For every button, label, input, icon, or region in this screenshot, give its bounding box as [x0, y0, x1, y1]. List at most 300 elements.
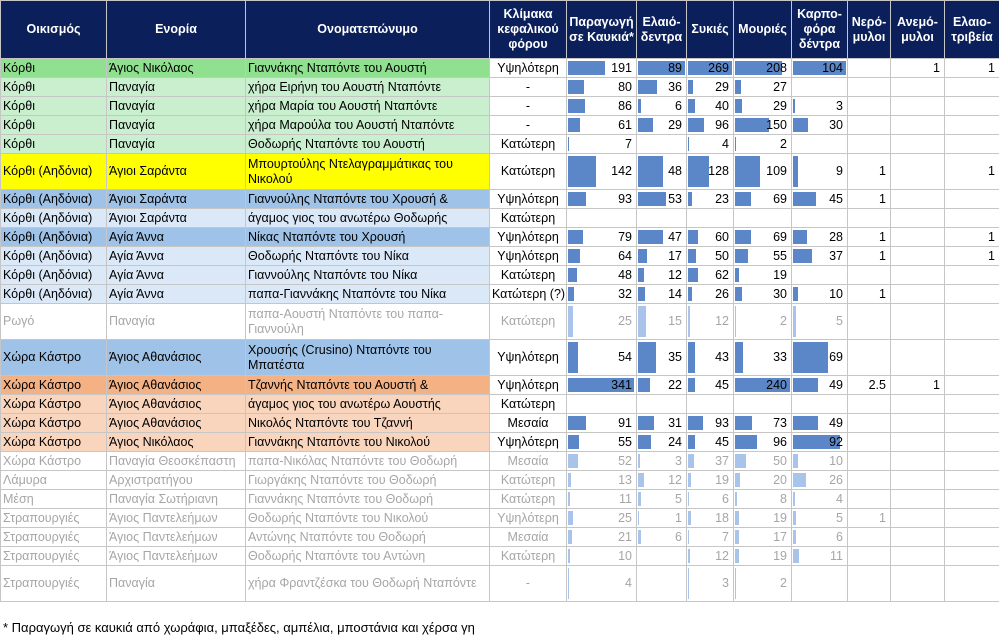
cell-olive-trees [637, 116, 687, 135]
cell-watermills [848, 414, 891, 433]
data-bar [688, 230, 698, 244]
cell-windmills [891, 154, 945, 190]
cell-watermills [848, 340, 891, 376]
cell-windmills [891, 547, 945, 566]
cell-production [567, 452, 637, 471]
data-bar [688, 156, 709, 187]
cell-fig-trees [687, 97, 734, 116]
cell-tax-scale: - [490, 116, 567, 135]
cell-mulberry-trees [734, 566, 792, 602]
cell-settlement: Λάμυρα [1, 471, 107, 490]
cell-watermills [848, 266, 891, 285]
cell-value: 1 [988, 164, 995, 178]
data-bar [793, 192, 816, 206]
cell-fruit-trees [792, 209, 848, 228]
data-bar [638, 192, 666, 206]
data-bar [638, 378, 650, 392]
cell-parish: Άγιος Αθανάσιος [107, 414, 246, 433]
table-row [1, 78, 999, 97]
cell-value: 6 [675, 98, 682, 113]
cell-fruit-trees [792, 228, 848, 247]
cell-olive-presses [945, 209, 999, 228]
cell-parish: Παναγία [107, 304, 246, 340]
cell-watermills [848, 59, 891, 78]
table-row [1, 340, 999, 376]
cell-name: Θοδωρής Νταπόντε του Νικολού [246, 509, 490, 528]
cell-tax-scale: Υψηλότερη [490, 376, 567, 395]
cell-value: 64 [618, 248, 632, 263]
cell-value: 1 [879, 164, 886, 178]
data-bar [638, 435, 651, 449]
table-row [1, 154, 999, 190]
data-bar [638, 416, 654, 430]
cell-production [567, 116, 637, 135]
cell-windmills [891, 433, 945, 452]
cell-fig-trees [687, 285, 734, 304]
cell-value: 35 [668, 350, 682, 364]
data-bar [688, 492, 689, 506]
cell-olive-presses [945, 247, 999, 266]
cell-settlement: Χώρα Κάστρο [1, 452, 107, 471]
cell-mulberry-trees [734, 116, 792, 135]
cell-tax-scale: Κατώτερη [490, 135, 567, 154]
cell-fig-trees [687, 78, 734, 97]
data-bar [568, 80, 584, 94]
data-bar [688, 99, 695, 113]
cell-windmills [891, 376, 945, 395]
cell-settlement: Κόρθι [1, 59, 107, 78]
cell-value: 60 [715, 229, 729, 244]
cell-value: 6 [836, 529, 843, 544]
cell-fruit-trees [792, 490, 848, 509]
cell-tax-scale: Κατώτερη [490, 547, 567, 566]
cell-tax-scale: Μεσαία [490, 452, 567, 471]
cell-name: χήρα Μαρούλα του Αουστή Νταπόντε [246, 116, 490, 135]
cell-olive-presses [945, 547, 999, 566]
cell-fruit-trees [792, 340, 848, 376]
cell-value: 150 [766, 117, 787, 132]
data-bar [735, 156, 760, 187]
cell-tax-scale: Υψηλότερη [490, 247, 567, 266]
cell-olive-presses [945, 340, 999, 376]
cell-value: 4 [836, 491, 843, 506]
table-row [1, 135, 999, 154]
cell-windmills [891, 209, 945, 228]
cell-name: Γιαννούλης Νταπόντε του Χρουσή & [246, 190, 490, 209]
cell-value: 12 [715, 314, 729, 328]
cell-olive-trees [637, 490, 687, 509]
table-row [1, 228, 999, 247]
cell-name: Χρουσής (Crusino) Νταπόντε του Μπατέστα [246, 340, 490, 376]
cell-production [567, 285, 637, 304]
cell-watermills [848, 471, 891, 490]
data-bar [688, 435, 695, 449]
cell-parish: Άγιος Παντελεήμων [107, 509, 246, 528]
cell-value: 341 [611, 377, 632, 392]
cell-settlement: Κόρθι [1, 116, 107, 135]
cell-parish: Αγία Άννα [107, 228, 246, 247]
cell-settlement: Στραπουργιές [1, 528, 107, 547]
cell-value: 33 [773, 350, 787, 364]
cell-mulberry-trees [734, 59, 792, 78]
cell-tax-scale: Κατώτερη [490, 154, 567, 190]
cell-value: 29 [715, 79, 729, 94]
cell-value: 1 [933, 377, 940, 392]
cell-value: 1 [879, 191, 886, 206]
data-bar [638, 492, 641, 506]
cell-olive-trees [637, 433, 687, 452]
cell-name: Γιαννούλης Νταπόντε του Νίκα [246, 266, 490, 285]
cell-production [567, 59, 637, 78]
cell-value: 5 [836, 510, 843, 525]
data-bar [638, 473, 644, 487]
cell-windmills [891, 566, 945, 602]
cell-olive-trees [637, 304, 687, 340]
cell-value: 1 [988, 60, 995, 75]
cell-name: παπα-Νικόλας Νταπόντε του Θοδωρή [246, 452, 490, 471]
cell-production [567, 304, 637, 340]
cell-value: 11 [830, 548, 843, 563]
data-bar [735, 416, 752, 430]
cell-watermills [848, 433, 891, 452]
cell-production [567, 340, 637, 376]
data-bar [735, 268, 739, 282]
cell-olive-trees [637, 228, 687, 247]
cell-olive-trees [637, 266, 687, 285]
data-bar [638, 249, 647, 263]
cell-value: 79 [618, 229, 632, 244]
cell-name: άγαμος γιος του ανωτέρω Θοδωρής [246, 209, 490, 228]
cell-olive-trees [637, 566, 687, 602]
cell-production [567, 154, 637, 190]
cell-parish: Άγιος Παντελεήμων [107, 547, 246, 566]
cell-production [567, 78, 637, 97]
data-bar [688, 268, 698, 282]
data-bar [638, 268, 644, 282]
cell-value: 1 [879, 510, 886, 525]
data-bar [568, 268, 577, 282]
cell-watermills [848, 97, 891, 116]
cell-value: 69 [773, 229, 787, 244]
cell-fruit-trees [792, 266, 848, 285]
cell-tax-scale: Κατώτερη [490, 471, 567, 490]
data-bar [568, 342, 578, 373]
cell-fig-trees [687, 154, 734, 190]
data-bar [793, 287, 798, 301]
cell-watermills [848, 547, 891, 566]
data-bar [793, 530, 796, 544]
table-row [1, 285, 999, 304]
cell-fruit-trees [792, 135, 848, 154]
cell-settlement: Κόρθι [1, 97, 107, 116]
cell-mulberry-trees [734, 154, 792, 190]
table-row [1, 59, 999, 78]
cell-parish: Παναγία [107, 97, 246, 116]
table-row [1, 116, 999, 135]
cell-mulberry-trees [734, 285, 792, 304]
cell-mulberry-trees [734, 209, 792, 228]
cell-olive-presses [945, 97, 999, 116]
data-bar [735, 530, 739, 544]
cell-name: άγαμος γιος του ανωτέρω Αουστής [246, 395, 490, 414]
cell-olive-trees [637, 135, 687, 154]
cell-value: 61 [618, 117, 632, 132]
table-row [1, 247, 999, 266]
data-bar [568, 61, 605, 75]
cell-watermills [848, 154, 891, 190]
cell-production [567, 528, 637, 547]
table-row [1, 509, 999, 528]
cell-value: 89 [668, 60, 682, 75]
cell-production [567, 547, 637, 566]
data-bar [638, 80, 657, 94]
cell-value: 47 [668, 229, 682, 244]
cell-mulberry-trees [734, 266, 792, 285]
table-row [1, 433, 999, 452]
cell-value: 23 [715, 191, 729, 206]
cell-watermills [848, 395, 891, 414]
cell-olive-presses [945, 509, 999, 528]
col-header: Ενορία [107, 1, 246, 59]
data-bar [568, 416, 586, 430]
cell-tax-scale: Υψηλότερη [490, 340, 567, 376]
cell-watermills [848, 304, 891, 340]
data-bar [688, 80, 693, 94]
data-bar [735, 99, 742, 113]
cell-fruit-trees [792, 304, 848, 340]
cell-parish: Αρχιστρατήγου [107, 471, 246, 490]
cell-parish: Άγιος Αθανάσιος [107, 395, 246, 414]
cell-olive-trees [637, 509, 687, 528]
cell-value: 13 [618, 472, 632, 487]
cell-value: 26 [715, 286, 729, 301]
cell-fruit-trees [792, 509, 848, 528]
data-bar [638, 230, 663, 244]
cell-production [567, 376, 637, 395]
cell-watermills [848, 509, 891, 528]
cell-mulberry-trees [734, 452, 792, 471]
cell-fruit-trees [792, 78, 848, 97]
table-row [1, 528, 999, 547]
cell-olive-trees [637, 528, 687, 547]
cell-production [567, 209, 637, 228]
cell-settlement: Χώρα Κάστρο [1, 376, 107, 395]
table-row [1, 471, 999, 490]
cell-name: Θοδωρής Νταπόντε του Νίκα [246, 247, 490, 266]
cell-value: 48 [668, 164, 682, 178]
cell-value: 17 [773, 529, 787, 544]
col-header: Ανεμό-μυλοι [891, 1, 945, 59]
cell-value: 2 [780, 136, 787, 151]
cell-production [567, 509, 637, 528]
data-bar [688, 306, 690, 337]
cell-mulberry-trees [734, 395, 792, 414]
cell-fruit-trees [792, 566, 848, 602]
cell-mulberry-trees [734, 304, 792, 340]
cell-value: 11 [619, 491, 632, 506]
cell-value: 269 [708, 60, 729, 75]
col-header: Ελαιό-δεντρα [637, 1, 687, 59]
cell-fig-trees [687, 395, 734, 414]
cell-fruit-trees [792, 414, 848, 433]
cell-tax-scale: Υψηλότερη [490, 433, 567, 452]
cell-mulberry-trees [734, 340, 792, 376]
cell-name: χήρα Μαρία του Αουστή Νταπόντε [246, 97, 490, 116]
cell-name: Τζαννής Νταπόντε του Αουστή & [246, 376, 490, 395]
cell-tax-scale: Κατώτερη [490, 490, 567, 509]
cell-settlement: Κόρθι (Αηδόνια) [1, 228, 107, 247]
cell-value: 45 [715, 377, 729, 392]
cell-parish: Άγιοι Σαράντα [107, 190, 246, 209]
cell-parish: Αγία Άννα [107, 266, 246, 285]
cell-settlement: Στραπουργιές [1, 566, 107, 602]
data-bar [793, 454, 798, 468]
data-bar [735, 511, 739, 525]
cell-fruit-trees [792, 116, 848, 135]
cell-fruit-trees [792, 97, 848, 116]
cell-parish: Παναγία [107, 566, 246, 602]
data-bar [688, 378, 695, 392]
cell-value: 52 [618, 453, 632, 468]
cell-value: 49 [829, 377, 843, 392]
cell-settlement: Στραπουργιές [1, 547, 107, 566]
col-header: Καρπο-φόρα δέντρα [792, 1, 848, 59]
cell-watermills [848, 209, 891, 228]
cell-value: 2.5 [868, 377, 886, 392]
cell-fig-trees [687, 433, 734, 452]
data-bar [735, 342, 743, 373]
data-bar [793, 492, 795, 506]
cell-production [567, 471, 637, 490]
data-bar [735, 549, 739, 563]
data-bar [735, 473, 740, 487]
cell-windmills [891, 528, 945, 547]
cell-value: 32 [618, 286, 632, 301]
cell-value: 19 [773, 510, 787, 525]
cell-settlement: Χώρα Κάστρο [1, 433, 107, 452]
data-bar [568, 473, 571, 487]
data-bar [688, 249, 696, 263]
cell-value: 109 [766, 164, 787, 178]
cell-value: 1 [675, 510, 682, 525]
cell-windmills [891, 228, 945, 247]
cell-value: 92 [829, 434, 843, 449]
cell-production [567, 566, 637, 602]
cell-watermills [848, 566, 891, 602]
cell-settlement: Κόρθι (Αηδόνια) [1, 154, 107, 190]
cell-value: 31 [668, 415, 682, 430]
cell-windmills [891, 490, 945, 509]
cell-windmills [891, 135, 945, 154]
cell-value: 96 [715, 117, 729, 132]
data-bar [568, 568, 569, 599]
cell-production [567, 490, 637, 509]
cell-fig-trees [687, 376, 734, 395]
cell-value: 54 [618, 350, 632, 364]
col-header: Μουριές [734, 1, 792, 59]
cell-value: 5 [675, 491, 682, 506]
cell-tax-scale: Κατώτερη [490, 209, 567, 228]
cell-value: 12 [715, 548, 729, 563]
data-bar [568, 511, 573, 525]
cell-fig-trees [687, 547, 734, 566]
cell-production [567, 190, 637, 209]
cell-fruit-trees [792, 247, 848, 266]
cell-mulberry-trees [734, 547, 792, 566]
cell-windmills [891, 340, 945, 376]
data-bar [793, 230, 807, 244]
cell-value: 191 [611, 60, 632, 75]
table-row [1, 452, 999, 471]
cell-olive-presses [945, 433, 999, 452]
cell-parish: Αγία Άννα [107, 285, 246, 304]
cell-olive-trees [637, 247, 687, 266]
cell-watermills [848, 285, 891, 304]
data-bar [638, 99, 641, 113]
cell-mulberry-trees [734, 509, 792, 528]
data-bar [568, 192, 586, 206]
cell-settlement: Μέση [1, 490, 107, 509]
cell-name: Γιαννάκης Νταπόντε του Θοδωρή [246, 490, 490, 509]
cell-value: 21 [618, 529, 632, 544]
table-row [1, 414, 999, 433]
cell-mulberry-trees [734, 433, 792, 452]
cell-production [567, 395, 637, 414]
table-row [1, 376, 999, 395]
data-bar [688, 192, 692, 206]
data-bar [638, 306, 646, 337]
cell-value: 36 [668, 79, 682, 94]
cell-fig-trees [687, 471, 734, 490]
cell-value: 27 [773, 79, 787, 94]
cell-value: 29 [773, 98, 787, 113]
data-bar [688, 287, 692, 301]
cell-settlement: Κόρθι (Αηδόνια) [1, 247, 107, 266]
cell-parish: Άγιος Νικόλαος [107, 433, 246, 452]
cell-value: 25 [618, 314, 632, 328]
cell-mulberry-trees [734, 414, 792, 433]
table-row [1, 490, 999, 509]
cell-mulberry-trees [734, 135, 792, 154]
cell-name: Θοδωρής Νταπόντε του Αντώνη [246, 547, 490, 566]
cell-parish: Παναγία Σωτήριανη [107, 490, 246, 509]
cell-value: 15 [668, 314, 682, 328]
cell-production [567, 266, 637, 285]
cell-value: 2 [780, 314, 787, 328]
cell-windmills [891, 97, 945, 116]
cell-value: 7 [625, 136, 632, 151]
data-bar [793, 549, 799, 563]
col-header: Ελαιο-τριβεία [945, 1, 999, 59]
cell-fig-trees [687, 190, 734, 209]
cell-fig-trees [687, 59, 734, 78]
cell-olive-presses [945, 304, 999, 340]
cell-parish: Άγιος Παντελεήμων [107, 528, 246, 547]
col-header: Παραγωγή σε Καυκιά* [567, 1, 637, 59]
cell-production [567, 228, 637, 247]
data-bar [793, 511, 796, 525]
header-row [1, 1, 999, 59]
data-bar [688, 454, 694, 468]
col-header: Κλίμακα κεφαλικού φόρου [490, 1, 567, 59]
cell-name: χήρα Ειρήνη του Αουστή Νταπόντε [246, 78, 490, 97]
cell-value: 49 [829, 415, 843, 430]
cell-value: 45 [715, 434, 729, 449]
data-bar [735, 118, 769, 132]
cell-olive-presses [945, 228, 999, 247]
cell-mulberry-trees [734, 228, 792, 247]
data-bar [638, 287, 645, 301]
